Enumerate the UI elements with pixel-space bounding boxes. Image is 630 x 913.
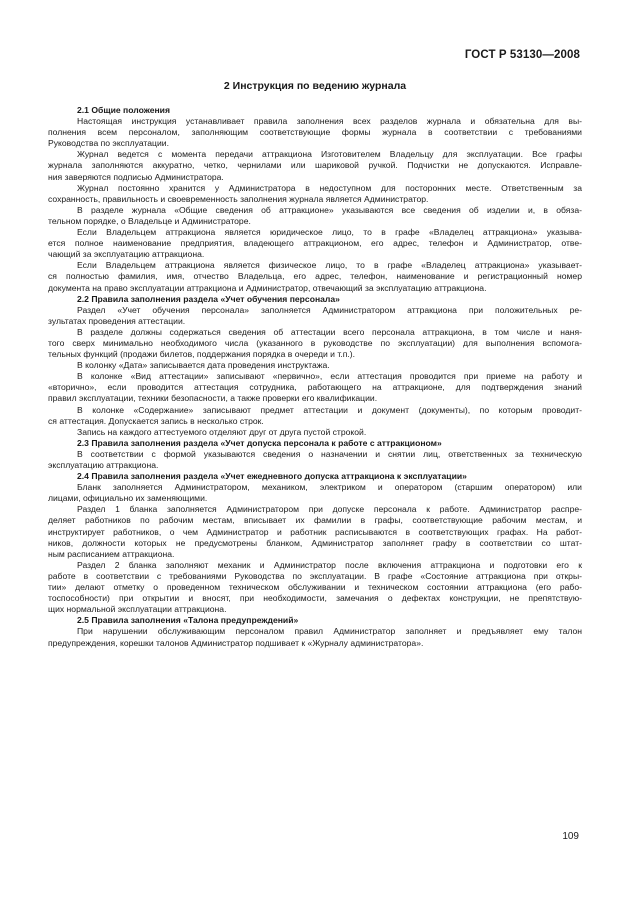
text-line: Журнал ведется с момента передачи аттракциона Изготовителем Владельцу для эксплуатации. Все графы — [77, 149, 582, 160]
text-line: ния заверяются подписью Администратора. — [48, 171, 224, 182]
text-line: Настоящая инструкция устанавливает правила заполнения всех разделов журнала и обязательна для вы- — [77, 116, 582, 127]
section-heading — [48, 294, 582, 305]
text-line: «вторично», если проводится аттестация сотрудника, работающего на аттракционе, для подтверждения знаний — [48, 382, 582, 393]
paragraph — [48, 371, 582, 404]
text-line: ется полное наименование предприятия, владеющего аттракционом, его адрес, телефон и Администратор, отве- — [48, 238, 582, 249]
text-line: Раздел «Учет обучения персонала» заполняется Администратором аттракциона при положительных ре- — [77, 304, 582, 315]
paragraph — [48, 327, 582, 360]
text-line: 2.2 Правила заполнения раздела «Учет обучения персонала» — [77, 293, 340, 304]
text-line: ников, должности которых не предусмотрены бланком, Администратор заполняет графу в соответствии со штат- — [48, 537, 582, 548]
text-line: Запись на каждого аттестуемого отделяют друг от друга пустой строкой. — [77, 426, 367, 437]
text-line: Раздел 1 бланка заполняется Администратором при допуске персонала к работе. Администратор распре- — [77, 504, 582, 515]
text-line: Если Владельцем аттракциона является физическое лицо, то в графе «Владелец аттракциона» указывает- — [77, 260, 582, 271]
text-line: полнения всем персоналом, заполняющим соответствующие формы журнала в соответствии с требованиями — [48, 127, 582, 138]
paragraph — [48, 405, 582, 427]
text-line: сохранность, правильность и своевременность заполнения журнала является Администратор. — [48, 193, 429, 204]
text-line: В колонку «Дата» записывается дата проведения инструктажа. — [77, 360, 330, 371]
paragraph — [48, 183, 582, 205]
text-line: В соответствии с формой указываются сведения о назначении и снятии лиц, ответственных за техническую — [77, 448, 582, 459]
text-line: При нарушении обслуживающим персоналом правил Администратор заполняет и предъявляет ему талон — [77, 626, 582, 637]
text-line: Раздел 2 бланка заполняют механик и Администратор после включения аттракциона и подготовки его к — [77, 559, 582, 570]
paragraph — [48, 360, 582, 371]
text-line: инструктирует работников, о чем Администратор и работник расписываются в соответствующих графах. На работ- — [48, 526, 582, 537]
paragraph — [48, 482, 582, 504]
text-line: тельном порядке, о Владельце и Администраторе. — [48, 215, 251, 226]
paragraph — [48, 227, 582, 260]
text-line: 2.3 Правила заполнения раздела «Учет допуска персонала к работе с аттракционом» — [77, 437, 442, 448]
paragraph — [48, 427, 582, 438]
paragraph — [48, 305, 582, 327]
text-line: чающий за эксплуатацию аттракциона. — [48, 249, 205, 260]
text-line: В колонке «Вид аттестации» записывают «первично», если аттестация проводится при приеме на работу и — [77, 371, 582, 382]
text-line: Руководства по эксплуатации. — [48, 138, 169, 149]
text-line: ся полностью фамилия, имя, отчество Владельца, его адрес, телефон, наименование и регистрационный номер — [48, 271, 582, 282]
paragraph — [48, 560, 582, 615]
paragraph — [48, 260, 582, 293]
paragraph — [48, 205, 582, 227]
text-line: того сверх минимально необходимого числа (указанного в руководстве по эксплуатации) для выполнения вспомога- — [48, 337, 582, 348]
section-title: 2 Инструкция по ведению журнала — [223, 80, 407, 92]
text-line: эксплуатацию аттракциона. — [48, 460, 159, 470]
paragraph — [48, 149, 582, 182]
text-line: работе в соответствии с требованиями Руководства по эксплуатации. В графе «Состояние аттракциона при откры- — [48, 570, 582, 581]
section-heading — [48, 615, 582, 626]
text-line: Если Владельцем аттракциона является юридическое лицо, то в графе «Владелец аттракциона» указыва- — [77, 227, 582, 238]
section-heading — [48, 105, 582, 116]
section-heading — [48, 438, 582, 449]
text-line: зультатах проведения аттестации. — [48, 315, 186, 326]
text-line: правил эксплуатации, техники безопасности, а также проверки его квалификации. — [48, 393, 378, 404]
text-line: 2.4 Правила заполнения раздела «Учет ежедневного допуска аттракциона к эксплуатации» — [77, 471, 467, 482]
text-line: тии» делают отметку о проведенном техническом обслуживании и техническом состоянии аттракциона (его рабо- — [48, 582, 582, 593]
paragraph — [48, 626, 582, 648]
section-heading — [48, 471, 582, 482]
text-line: тоспособности) при открытии и вносят, при необходимости, замечания о дефектах конструкции, не препятствую- — [48, 593, 582, 604]
text-line: В разделе должны содержаться сведения об аттестации всего персонала аттракциона, в том числе и наня- — [77, 326, 582, 337]
paragraph — [48, 504, 582, 559]
text-line: В колонке «Содержание» записывают предмет аттестации и документ (документы), по которым проводит- — [77, 404, 582, 415]
text-line: документа на право эксплуатации аттракциона и Администратор, отвечающий за эксплуатацию аттракциона. — [48, 282, 487, 293]
text-line: Бланк заполняется Администратором, механиком, электриком и оператором (старшим оператором) или — [77, 482, 582, 493]
page-number: 109 — [562, 831, 579, 842]
text-line: предупреждения, корешки талонов Администратор подшивает к «Журналу администратора». — [48, 637, 424, 648]
paragraph — [48, 116, 582, 149]
text-line: ным расписанием аттракциона. — [48, 548, 175, 559]
text-line: 2.5 Правила заполнения «Талона предупреждений» — [77, 615, 299, 626]
document-body — [48, 105, 582, 649]
text-line: ся аттестация. Допускается запись в несколько строк. — [48, 415, 264, 426]
text-line: тельных функций (продажи билетов, поддержания порядка в очереди и т.п.). — [48, 349, 355, 360]
text-line: щих нормальной эксплуатации аттракциона. — [48, 604, 227, 615]
text-line: 2.1 Общие положения — [77, 105, 170, 115]
text-line: лицами, официально их заменяющими. — [48, 493, 208, 504]
paragraph — [48, 449, 582, 471]
text-line: В разделе журнала «Общие сведения об аттракционе» указываются все сведения об изделии и, в обяза- — [77, 204, 582, 215]
text-line: журнала заполняются аккуратно, четко, чернилами или шариковой ручкой. Подчистки не допускаются. Исправле- — [48, 160, 582, 171]
document-id: ГОСТ Р 53130—2008 — [464, 49, 580, 61]
text-line: деляет работников по рабочим местам, вписывает их фамилии в графы, соответствующие рабочим местам, и — [48, 515, 582, 526]
text-line: Журнал постоянно хранится у Администратора в недоступном для посторонних месте. Ответственным за — [77, 182, 582, 193]
